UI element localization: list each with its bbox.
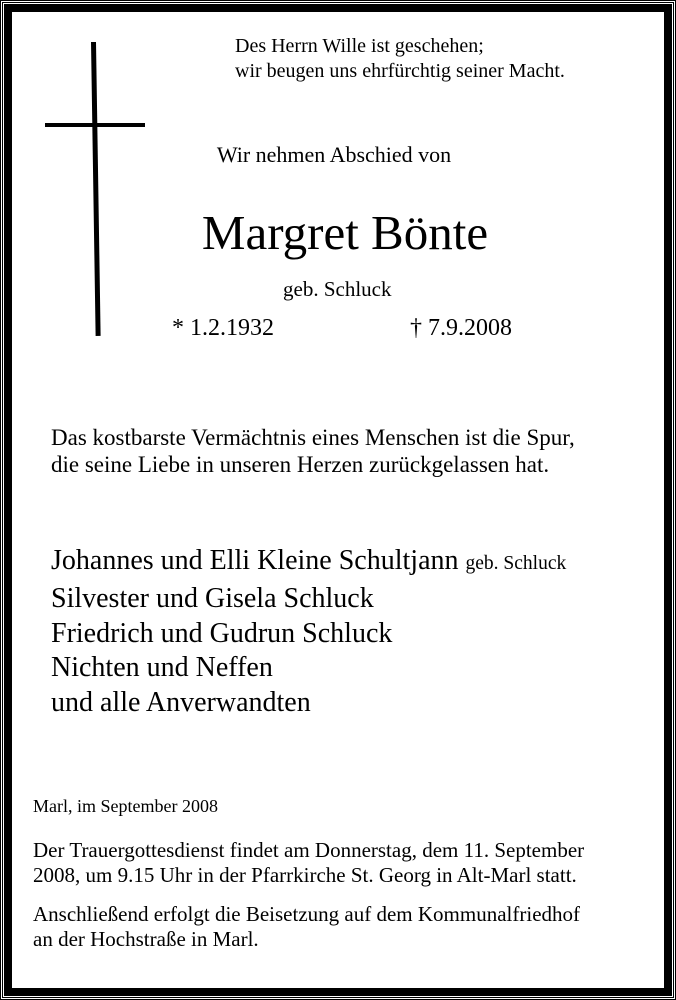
- burial-info: [33, 902, 580, 952]
- memorial-quote: [51, 424, 575, 478]
- mourner-name: Johannes und Elli Kleine Schultjann: [51, 545, 459, 576]
- deceased-name: Margret Bönte: [201, 205, 489, 260]
- mourner-entry: Friedrich und Gudrun Schluck: [51, 617, 393, 649]
- place-and-date: Marl, im September 2008: [33, 796, 218, 816]
- mourners-list: [51, 544, 566, 721]
- birth-date: * 1.2.1932: [172, 315, 274, 341]
- funeral-service-info: [33, 838, 584, 888]
- service-line: 2008, um 9.15 Uhr in der Pfarrkirche St. Georg in Alt-Marl statt.: [33, 863, 577, 887]
- service-line: Der Trauergottesdienst findet am Donnerstag, dem 11. September: [33, 838, 585, 862]
- maiden-name: geb. Schluck: [283, 277, 392, 301]
- motto-line: wir beugen uns ehrfürchtig seiner Macht.: [235, 60, 565, 82]
- burial-line: an der Hochstraße in Marl.: [33, 927, 259, 951]
- mourner-note: geb. Schluck: [465, 553, 567, 574]
- quote-line: Das kostbarste Vermächtnis eines Menschen ist die Spur,: [51, 425, 575, 450]
- motto: [235, 34, 565, 84]
- mourner-entry: [51, 544, 566, 582]
- death-date: † 7.9.2008: [410, 315, 512, 341]
- mourner-entry: und alle Anverwandten: [51, 687, 311, 719]
- mourner-entry: Nichten und Neffen: [51, 652, 273, 684]
- burial-line: Anschließend erfolgt die Beisetzung auf dem Kommunalfriedhof: [33, 902, 581, 926]
- quote-line: die seine Liebe in unseren Herzen zurückgelassen hat.: [51, 452, 550, 477]
- cross-horizontal-beam: [45, 123, 145, 127]
- farewell-heading: [0, 144, 676, 166]
- mourner-entry: Silvester und Gisela Schluck: [51, 582, 374, 614]
- motto-line: Des Herrn Wille ist geschehen;: [235, 35, 484, 57]
- farewell-text: Wir nehmen Abschied von: [216, 142, 452, 167]
